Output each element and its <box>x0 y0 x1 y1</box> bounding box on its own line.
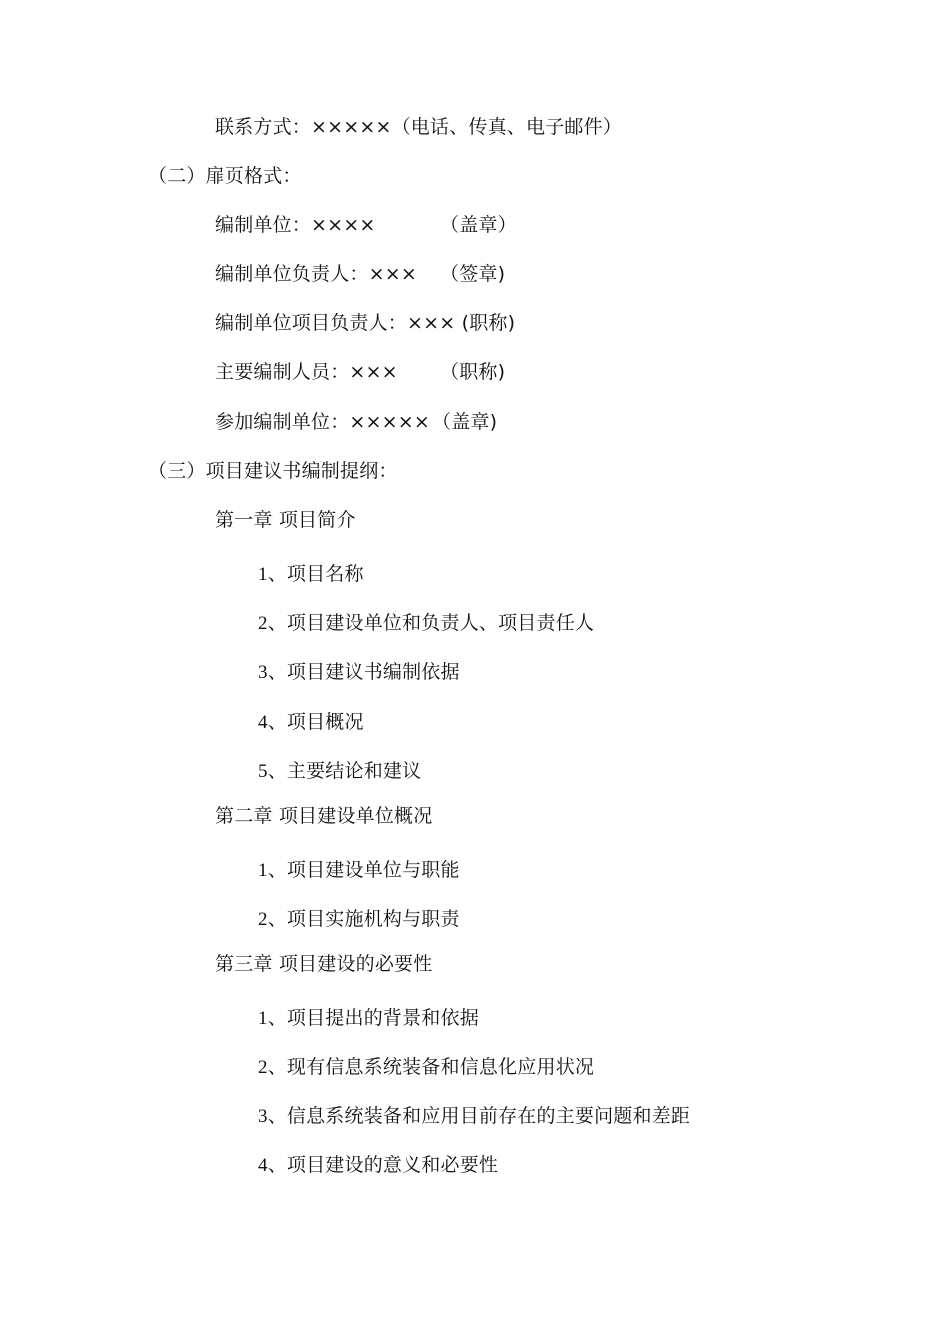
section-heading-outline: （三）项目建议书编制提纲： <box>148 460 398 482</box>
list-item <box>258 611 594 636</box>
unit-head-label: 编制单位负责人：××× <box>215 263 417 285</box>
item-text: 、项目建议书编制依据 <box>267 661 460 683</box>
item-number: 1 <box>258 1008 268 1029</box>
item-number: 2 <box>258 909 268 930</box>
join-unit-label: 参加编制单位：××××× <box>215 411 430 433</box>
list-item <box>258 562 364 587</box>
item-number: 3 <box>258 662 268 683</box>
list-item <box>258 858 460 883</box>
item-text: 、项目实施机构与职责 <box>267 908 460 930</box>
chapter-title: 第三章 项目建设的必要性 <box>215 953 433 975</box>
item-text: 、项目建设的意义和必要性 <box>267 1154 499 1176</box>
list-item <box>258 1006 479 1031</box>
item-text: 、项目概况 <box>267 711 364 733</box>
main-staff-note: （职称) <box>440 361 506 383</box>
list-item <box>258 1104 690 1129</box>
chapter-title: 第二章 项目建设单位概况 <box>215 805 433 827</box>
list-item <box>258 759 421 784</box>
chapter-title: 第一章 项目简介 <box>215 509 356 531</box>
item-number: 4 <box>258 1155 268 1176</box>
project-head-line: 编制单位项目负责人：××× (职称) <box>215 312 516 334</box>
item-number: 2 <box>258 1057 268 1078</box>
list-item <box>258 660 460 685</box>
unit-note: （盖章） <box>440 214 517 236</box>
item-text: 、项目建设单位和负责人、项目责任人 <box>267 612 595 634</box>
contact-line: 联系方式：×××××（电话、传真、电子邮件） <box>215 116 623 138</box>
item-number: 3 <box>258 1106 268 1127</box>
list-item <box>258 907 460 932</box>
list-item <box>258 1153 498 1178</box>
list-item <box>258 1055 594 1080</box>
list-item <box>258 710 364 735</box>
item-number: 2 <box>258 613 268 634</box>
item-text: 、项目建设单位与职能 <box>267 859 460 881</box>
section-heading-title-page: （二）扉页格式： <box>148 165 302 187</box>
main-staff-label: 主要编制人员：××× <box>215 361 398 383</box>
join-unit-note: （盖章) <box>432 411 498 433</box>
item-text: 、主要结论和建议 <box>267 760 422 782</box>
item-text: 、信息系统装备和应用目前存在的主要问题和差距 <box>267 1105 691 1127</box>
item-text: 、项目名称 <box>267 563 364 585</box>
item-text: 、项目提出的背景和依据 <box>267 1007 479 1029</box>
item-number: 1 <box>258 564 268 585</box>
item-number: 5 <box>258 761 268 782</box>
unit-label: 编制单位：×××× <box>215 214 376 236</box>
unit-head-note: （签章) <box>440 263 506 285</box>
item-text: 、现有信息系统装备和信息化应用状况 <box>267 1056 595 1078</box>
item-number: 4 <box>258 712 268 733</box>
item-number: 1 <box>258 860 268 881</box>
